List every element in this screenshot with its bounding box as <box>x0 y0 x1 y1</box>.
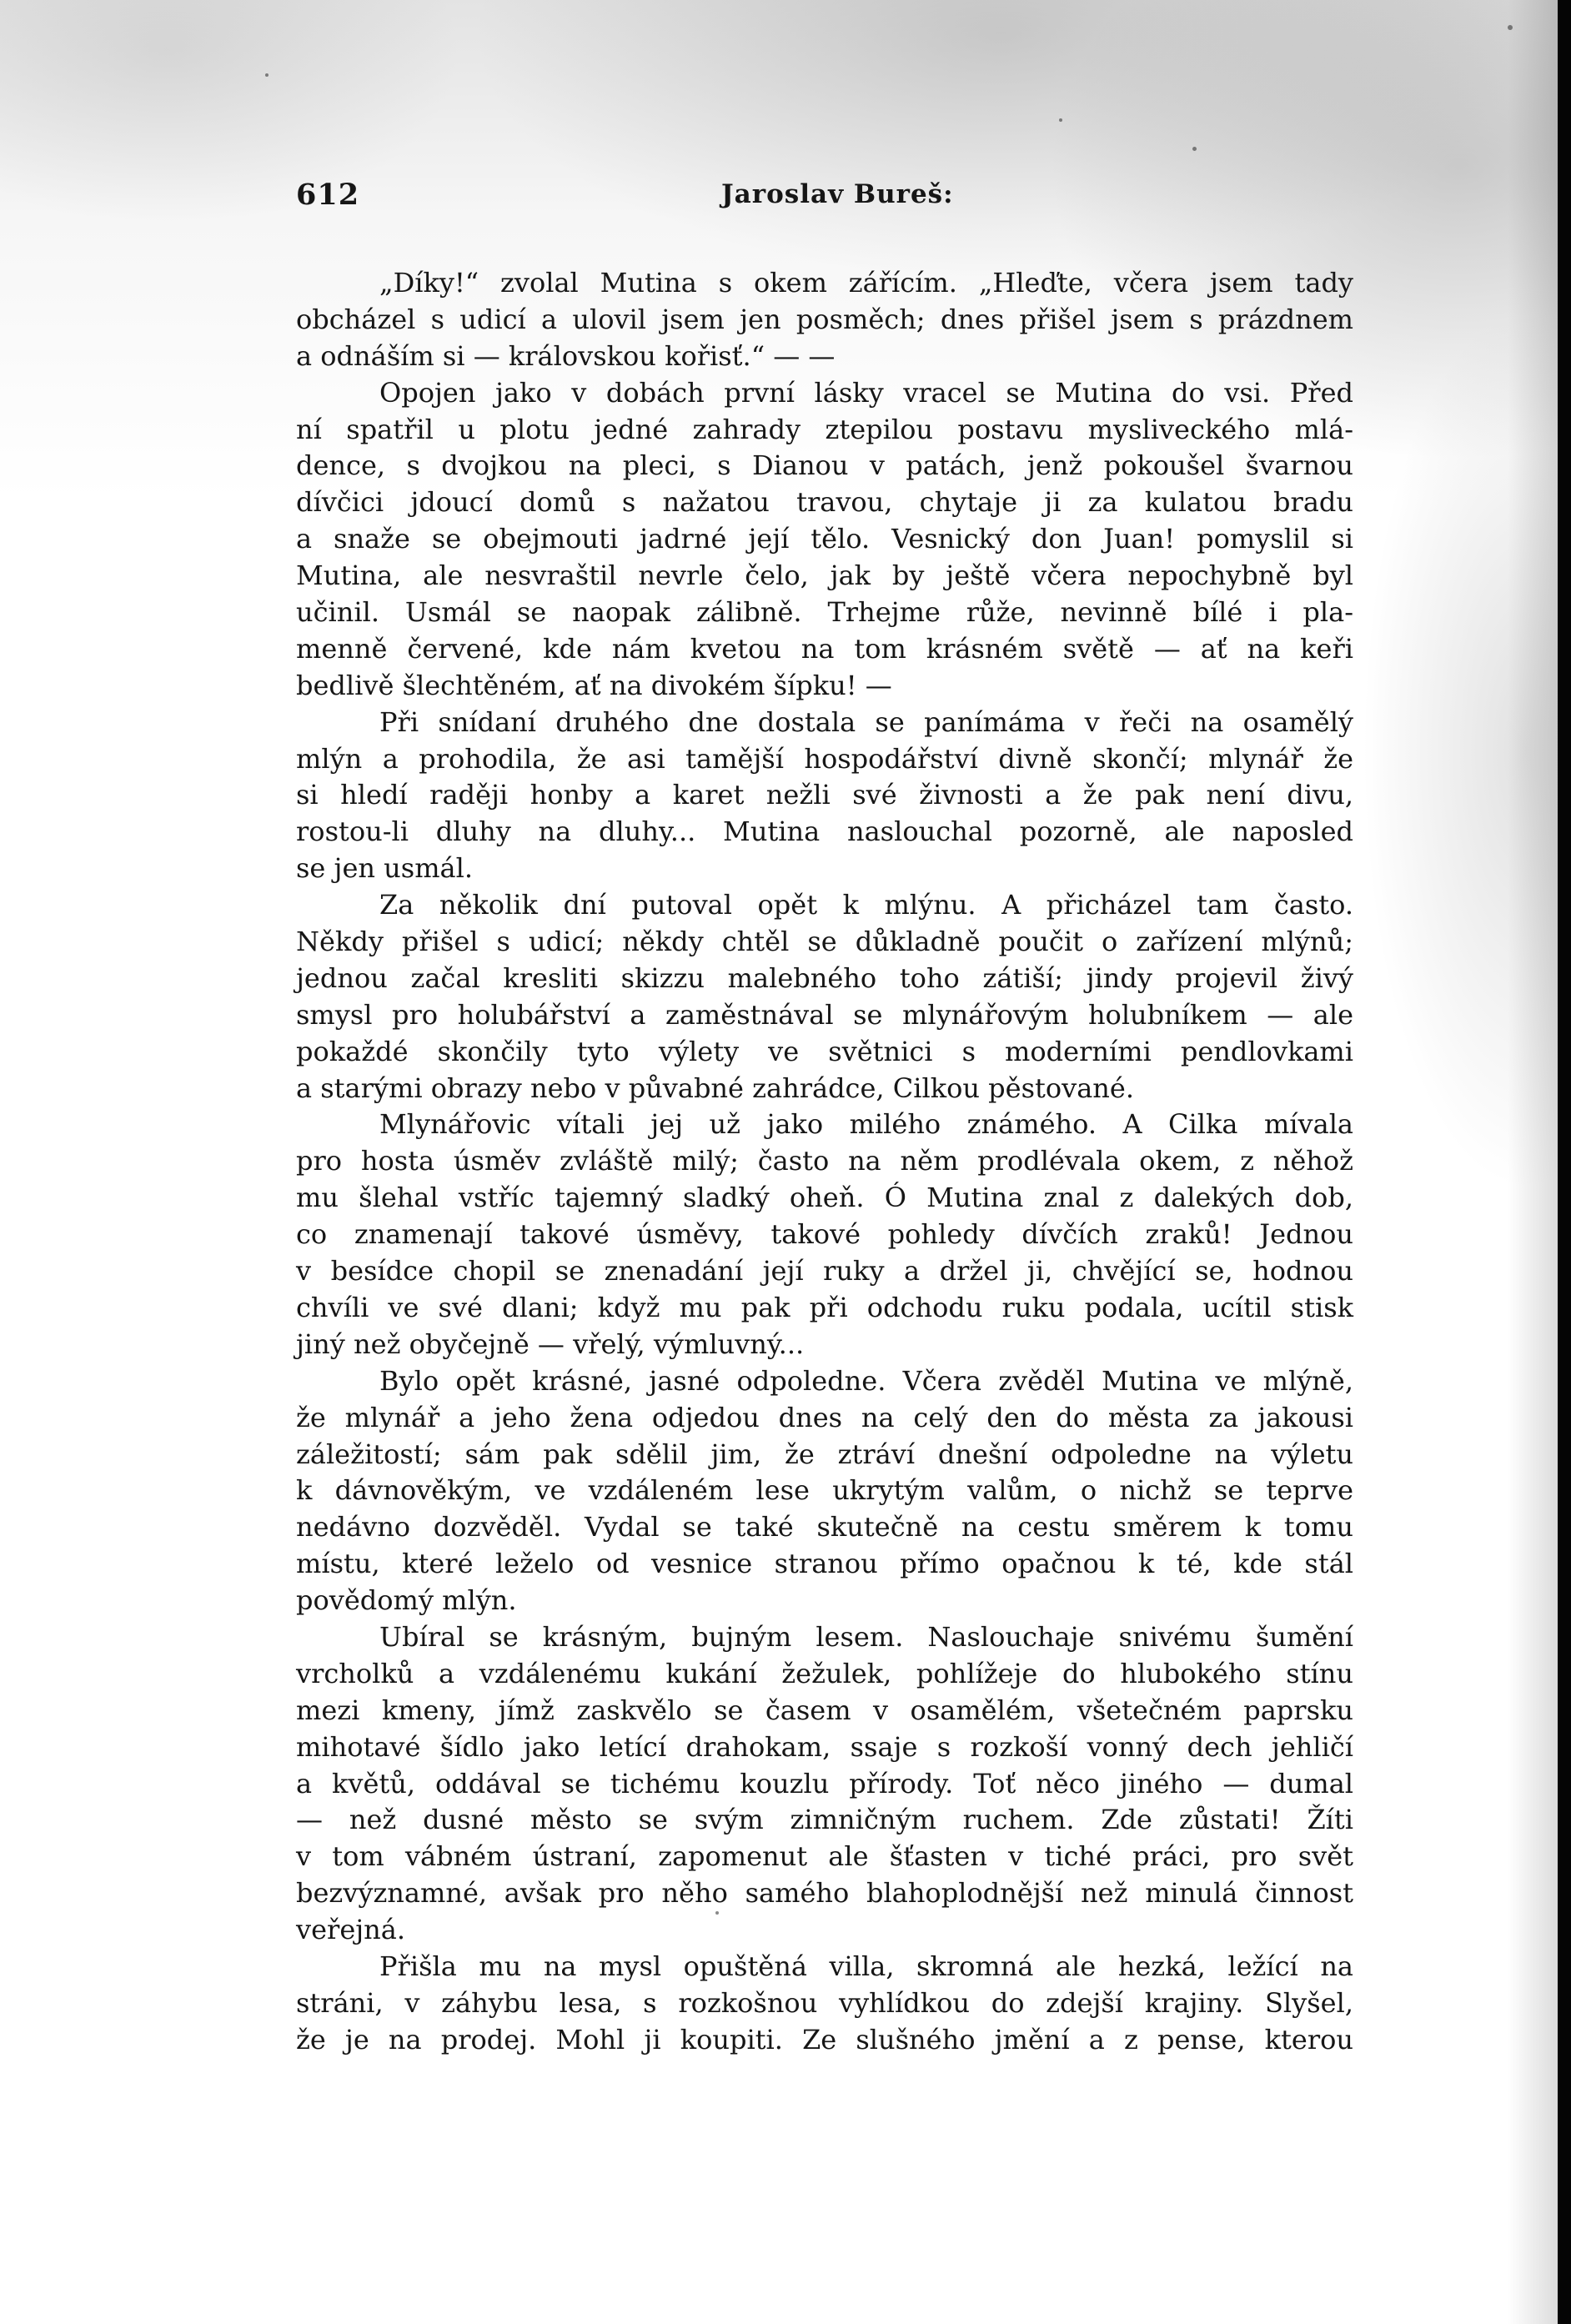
text-line: menně červené, kde nám kvetou na tom krásném světě — ať na keři <box>296 632 1353 665</box>
text-line: bedlivě šlechtěném, ať na divokém šípku! — <box>296 669 892 701</box>
text-line: chvíli ve své dlani; když mu pak při odchodu ruku podala, ucítil stisk <box>296 1291 1353 1323</box>
text-line: mihotavé šídlo jako letící drahokam, ssaje s rozkoší vonný dech jehličí <box>296 1730 1353 1763</box>
text-line: stráni, v záhybu lesa, s rozkošnou vyhlídkou do zdejší krajiny. Slyšel, <box>296 1986 1353 2019</box>
text-line: a starými obrazy nebo v půvabné zahrádce, Cilkou pěstované. <box>296 1072 1134 1104</box>
text-line: k dávnověkým, ve vzdáleném lese ukrytým valům, o nichž se teprve <box>296 1474 1353 1507</box>
author-heading: Jaroslav Bureš: <box>721 179 954 209</box>
page-number: 612 <box>296 178 360 212</box>
text-line: Bylo opět krásné, jasné odpoledne. Včera zvěděl Mutina ve mlýně, <box>379 1364 1353 1397</box>
text-line: dívčici jdoucí domů s nažatou travou, chytaje ji za kulatou bradu <box>296 486 1353 519</box>
text-line: jednou začal kresliti skizzu malebného toho zátiší; jindy projevil živý <box>296 961 1353 994</box>
text-line: veřejná. <box>296 1914 406 1946</box>
text-line: mezi kmeny, jímž zaskvělo se časem v osamělém, všetečném paprsku <box>296 1694 1353 1726</box>
text-line: povědomý mlýn. <box>296 1584 517 1617</box>
text-line: se jen usmál. <box>296 852 474 885</box>
text-line: smysl pro holubářství a zaměstnával se mlynářovým holubníkem — ale <box>296 998 1353 1031</box>
text-line: že mlynář a jeho žena odjedou dnes na celý den do města za jakousi <box>296 1401 1353 1433</box>
text-line: Za několik dní putoval opět k mlýnu. A přicházel tam často. <box>379 889 1353 921</box>
text-line: Přišla mu na mysl opuštěná villa, skromná ale hezká, ležící na <box>379 1950 1353 1982</box>
text-line: rostou-li dluhy na dluhy... Mutina naslouchal pozorně, ale naposled <box>296 816 1353 848</box>
scan-border <box>1558 0 1571 2324</box>
text-line: mu šlehal vstříc tajemný sladký oheň. Ó Mutina znal z dalekých dob, <box>296 1182 1353 1214</box>
text-line: Mlynářovic vítali jej už jako milého známého. A Cilka mívala <box>379 1108 1353 1141</box>
running-head <box>296 178 1353 224</box>
text-line: Opojen jako v dobách první lásky vracel se Mutina do vsi. Před <box>379 376 1353 409</box>
text-line: obcházel s udicí a ulovil jsem jen posměch; dnes přišel jsem s prázdnem <box>296 303 1353 335</box>
text-line: dence, s dvojkou na pleci, s Dianou v patách, jenž pokoušel švarnou <box>296 449 1353 482</box>
text-line: co znamenají takové úsměvy, takové pohledy dívčích zraků! Jednou <box>296 1218 1353 1251</box>
text-line: vrcholků a vzdálenému kukání žežulek, pohlížeje do hlubokého stínu <box>296 1657 1353 1689</box>
text-line: Při snídaní druhého dne dostala se panímáma v řeči na osamělý <box>379 705 1353 738</box>
text-line: Někdy přišel s udicí; někdy chtěl se důkladně poučit o zařízení mlýnů; <box>296 926 1353 958</box>
text-line: učinil. Usmál se naopak zálibně. Trhejme růže, nevinně bílé i pla- <box>296 596 1353 629</box>
dust-speck <box>1192 147 1197 151</box>
text-line: a odnáším si — královskou kořisť.“ — — <box>296 339 836 372</box>
text-line: Mutina, ale nesvraštil nevrle čelo, jak by ještě včera nepochybně byl <box>296 560 1353 592</box>
text-line: Ubíral se krásným, bujným lesem. Naslouchaje snivému šumění <box>379 1620 1353 1653</box>
text-line: v tom vábném ústraní, zapomenut ale šťasten v tiché práci, pro svět <box>296 1840 1353 1873</box>
text-line: mlýn a prohodila, že asi tamější hospodářství divně skončí; mlynář že <box>296 742 1353 775</box>
text-line: pro hosta úsměv zvláště milý; často na něm prodlévala okem, z něhož <box>296 1145 1353 1177</box>
text-line: místu, které leželo od vesnice stranou přímo opačnou k té, kde stál <box>296 1548 1353 1580</box>
text-line: ní spatřil u plotu jedné zahrady ztepilou postavu mysliveckého mlá- <box>296 413 1353 445</box>
body-text <box>296 265 1353 2059</box>
dust-speck <box>265 73 269 77</box>
text-line: „Díky!“ zvolal Mutina s okem zářícím. „Hleďte, včera jsem tady <box>379 267 1353 299</box>
dust-speck <box>1508 25 1513 30</box>
text-line: a snaže se obejmouti jadrné její tělo. Vesnický don Juan! pomyslil si <box>296 523 1353 555</box>
text-line: pokaždé skončily tyto výlety ve světnici s moderními pendlovkami <box>296 1035 1353 1067</box>
text-line: bezvýznamné, avšak pro něho samého blahoplodnější než minulá činnost <box>296 1877 1353 1910</box>
text-line: že je na prodej. Mohl ji koupiti. Ze slušného jmění a z pense, kterou <box>296 2023 1353 2055</box>
text-line: nedávno dozvěděl. Vydal se také skutečně na cestu směrem k tomu <box>296 1511 1353 1543</box>
text-line: — než dusné město se svým zimničným ruchem. Zde zůstati! Žíti <box>296 1804 1353 1836</box>
text-line: si hledí raději honby a karet nežli své živnosti a že pak není divu, <box>296 779 1353 811</box>
text-line: a květů, oddával se tichému kouzlu přírody. Toť něco jiného — dumal <box>296 1767 1353 1799</box>
text-line: v besídce chopil se znenadání její ruky a držel ji, chvějící se, hodnou <box>296 1255 1353 1287</box>
dust-speck <box>1059 118 1062 122</box>
page-edge-shadow <box>1508 0 1558 2324</box>
text-line: záležitostí; sám pak sdělil jim, že ztráví dnešní odpoledne na výletu <box>296 1438 1353 1470</box>
text-line: jiný než obyčejně — vřelý, výmluvný... <box>296 1328 805 1360</box>
